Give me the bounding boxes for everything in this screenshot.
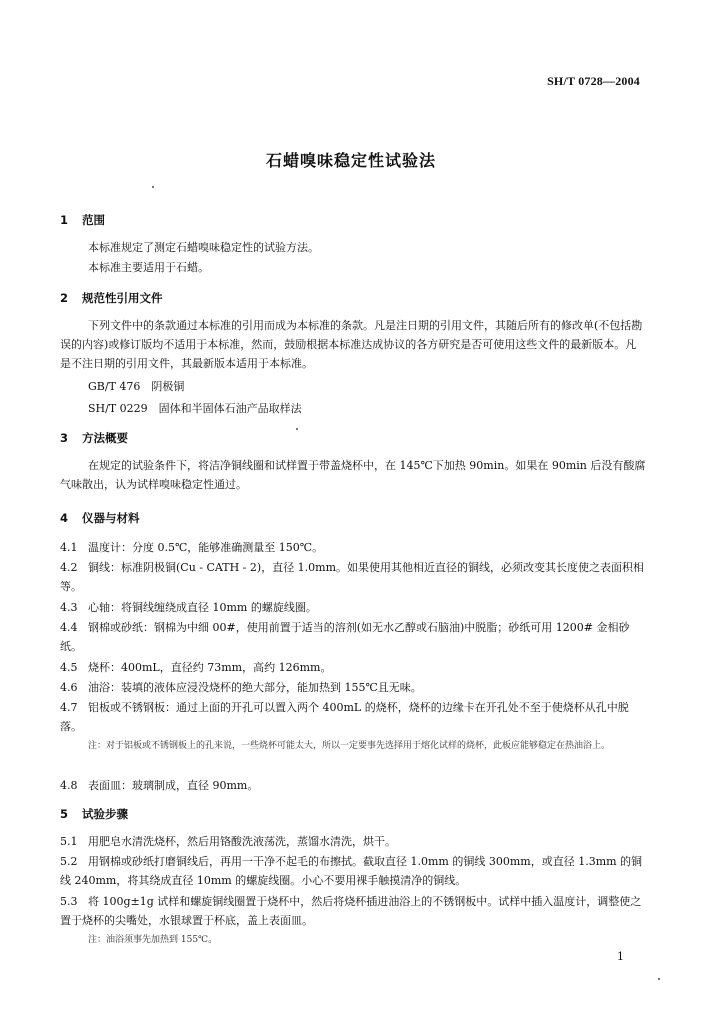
item-text: 烧杯：400mL，直径约 73mm，高约 126mm。 bbox=[88, 661, 332, 674]
section-number: 2 bbox=[60, 291, 69, 305]
list-item bbox=[60, 776, 646, 795]
section-2-heading bbox=[60, 290, 163, 306]
item-number: 5.2 bbox=[60, 855, 78, 868]
item-text: 将 100g±1g 试样和螺旋铜线圈置于烧杯中，然后将烧杯插进油浴上的不锈钢板中。试样中插入温度计，调整使之置于烧杯的尖嘴处，水银球置于杯底，盖上表面皿。 bbox=[60, 895, 642, 927]
item-text: 温度计：分度 0.5℃，能够准确测量至 150℃。 bbox=[88, 541, 324, 554]
list-item bbox=[60, 538, 646, 557]
section-3-heading bbox=[60, 430, 128, 446]
section-title: 试验步骤 bbox=[82, 807, 128, 821]
item-text: 表面皿：玻璃制成，直径 90mm。 bbox=[88, 779, 259, 792]
item-number: 4.6 bbox=[60, 681, 78, 694]
item-text: 心轴：将铜线缠绕成直径 10mm 的螺旋线圈。 bbox=[88, 601, 317, 614]
section-3-paragraph: 在规定的试验条件下，将洁净铜线圈和试样置于带盖烧杯中，在 145℃下加热 90min。如果在 90min 后没有酸腐气味散出，认为试样嗅味稳定性通过。 bbox=[60, 459, 646, 491]
list-item bbox=[60, 892, 646, 930]
item-text: 铝板或不锈钢板：通过上面的开孔可以置入两个 400mL 的烧杯，烧杯的边缘卡在开孔处不至于使烧杯从孔中脱落。 bbox=[60, 701, 629, 733]
section-number: 3 bbox=[60, 431, 69, 445]
section-1-heading bbox=[60, 212, 105, 228]
section-title: 规范性引用文件 bbox=[82, 291, 163, 305]
list-item bbox=[60, 598, 646, 617]
section-4-heading bbox=[60, 510, 140, 526]
item-text: 用钢棉或砂纸打磨铜线后，再用一干净不起毛的布擦拭。截取直径 1.0mm 的铜线 300mm，或直径 1.3mm 的铜线 240mm，将其绕成直径 10mm 的螺旋线圈。小心不要用裸手触摸清净的铜线。 bbox=[60, 855, 643, 887]
section-1-paragraph-1: 本标准规定了测定石蜡嗅味稳定性的试验方法。 bbox=[88, 241, 319, 254]
item-text: 铜线：标准阴极铜(Cu - CATH - 2)，直径 1.0mm。如果使用其他相近直径的铜线，必须改变其长度使之表面积相等。 bbox=[60, 561, 645, 593]
section-number: 4 bbox=[60, 511, 69, 525]
item-text: 钢棉或砂纸：钢棉为中细 00#，使用前置于适当的溶剂(如无水乙醇或石脑油)中脱脂；砂纸可用 1200# 金相砂纸。 bbox=[60, 621, 630, 653]
list-item bbox=[60, 658, 646, 677]
item-number: 4.1 bbox=[60, 541, 78, 554]
list-item bbox=[60, 852, 646, 890]
item-text: 油浴：装填的液体应浸没烧杯的绝大部分，能加热到 155℃且无味。 bbox=[88, 681, 422, 694]
section-5-heading bbox=[60, 806, 128, 822]
section-title: 方法概要 bbox=[82, 431, 128, 445]
item-number: 4.3 bbox=[60, 601, 78, 614]
item-number: 5.1 bbox=[60, 835, 78, 848]
list-item bbox=[60, 832, 646, 851]
scan-speck bbox=[296, 428, 298, 430]
page-number: 1 bbox=[617, 950, 624, 963]
item-number: 4.5 bbox=[60, 661, 78, 674]
item-number: 4.4 bbox=[60, 621, 78, 634]
standard-code: SH/T 0728—2004 bbox=[547, 74, 640, 88]
page-title: 石蜡嗅味稳定性试验法 bbox=[265, 151, 436, 170]
note: 注：对于铝板或不锈钢板上的孔来说，一些烧杯可能太大，所以一定要事先选择用于熔化试样的烧杯，此板应能够稳定在热油浴上。 bbox=[88, 741, 611, 751]
reference-sh-t-0229: SH/T 0229 固体和半固体石油产品取样法 bbox=[88, 402, 302, 415]
item-number: 4.8 bbox=[60, 779, 78, 792]
list-item bbox=[60, 558, 646, 596]
list-item bbox=[60, 618, 646, 656]
list-item bbox=[60, 698, 646, 736]
section-2-paragraph: 下列文件中的条款通过本标准的引用而成为本标准的条款。凡是注日期的引用文件，其随后所有的修改单(不包括勘误的内容)或修订版均不适用于本标准，然而，鼓励根据本标准达成协议的各方研究是否可使用这些文件的最新版本。凡是不注日期的引用文件，其最新版本适用于本标准。 bbox=[60, 319, 643, 370]
list-item bbox=[60, 678, 646, 697]
section-title: 范围 bbox=[82, 213, 105, 227]
item-number: 4.2 bbox=[60, 561, 78, 574]
item-text: 用肥皂水清洗烧杯，然后用铬酸洗液荡洗，蒸馏水清洗，烘干。 bbox=[88, 835, 396, 848]
section-number: 1 bbox=[60, 213, 69, 227]
reference-gb-t-476: GB/T 476 阴极铜 bbox=[88, 380, 185, 393]
section-title: 仪器与材料 bbox=[82, 511, 140, 525]
section-1-paragraph-2: 本标准主要适用于石蜡。 bbox=[88, 261, 209, 274]
scan-speck bbox=[658, 978, 660, 980]
scan-speck bbox=[152, 186, 154, 188]
note: 注：油浴须事先加热到 155℃。 bbox=[88, 935, 218, 945]
section-number: 5 bbox=[60, 807, 69, 821]
item-number: 5.3 bbox=[60, 895, 78, 908]
item-number: 4.7 bbox=[60, 701, 78, 714]
